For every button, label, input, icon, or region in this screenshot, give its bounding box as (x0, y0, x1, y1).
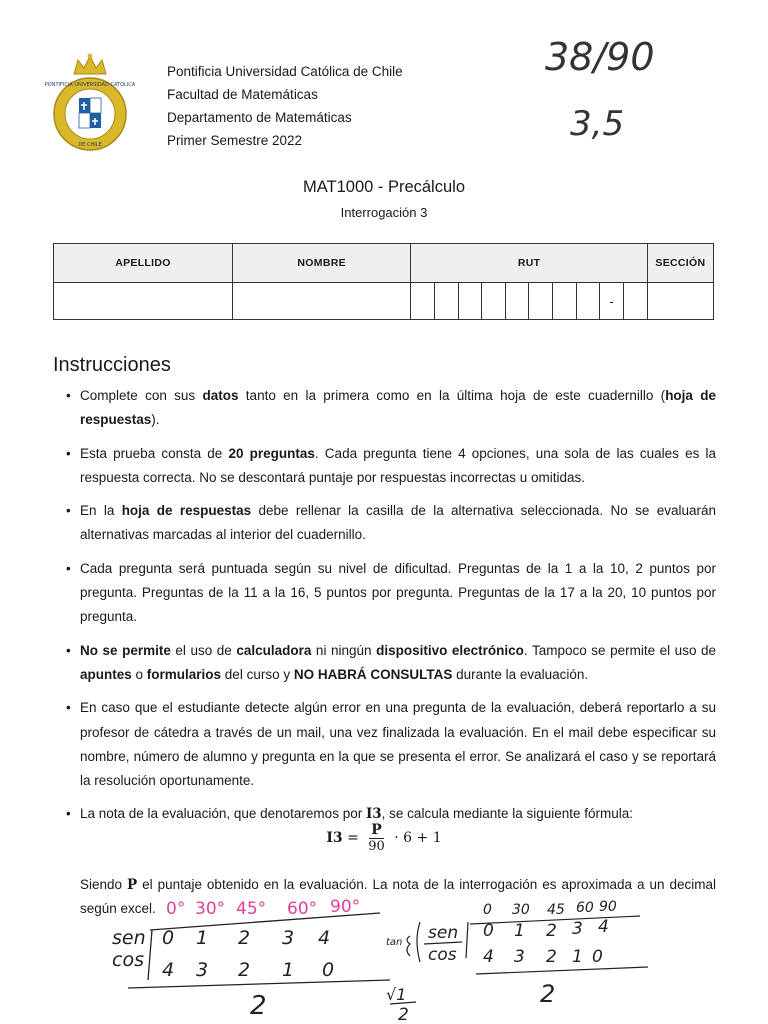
hand-cos-value-right: 3 (514, 947, 525, 967)
hand-angle-right: 60 (576, 900, 594, 916)
instruction-text: o (131, 666, 147, 682)
instruction-text: En la (80, 503, 122, 519)
header-line-university: Pontificia Universidad Católica de Chile (167, 64, 403, 79)
hand-cos-value-right: 0 (592, 947, 603, 967)
seal-text-top: PONTIFICIA UNIVERSIDAD CATOLICA (44, 82, 136, 88)
closing-post: el puntaje obtenido en la evaluación. La nota de la interrogación es aproximada a un decimal según excel. (80, 877, 716, 917)
hand-cos-label: cos (112, 949, 144, 971)
instructions-title: Instrucciones (53, 354, 171, 376)
instruction-text: durante la evaluación. (452, 666, 589, 682)
header-line-semester: Primer Semestre 2022 (167, 133, 303, 148)
hand-divisor-left: 2 (250, 991, 267, 1021)
hand-sen-value-right: 3 (572, 919, 583, 939)
instruction-text: debe rellenar la casilla de la alternativa seleccionada. No se evaluarán alternativas marcadas al interior del cuadernillo. (80, 503, 716, 543)
instruction-text: el uso de (170, 642, 237, 658)
closing-var: P (127, 877, 138, 893)
seal-text-bottom: DE CHILE (78, 142, 102, 148)
hand-sen-value: 1 (196, 927, 209, 949)
hand-sen-value-right: 4 (598, 917, 609, 937)
hand-angle-right: 0 (483, 902, 492, 918)
hand-angle-right: 90 (599, 899, 617, 915)
hand-cos-value: 0 (322, 959, 335, 981)
hand-cos-label-right: cos (428, 945, 457, 965)
pink-angle: 30° (195, 899, 226, 919)
header-apellido: APELLIDO (54, 244, 233, 283)
closing-pre: Siendo (80, 877, 128, 892)
instruction-text: , se calcula mediante la siguiente fórmula: (381, 806, 634, 822)
hand-cos-value-right: 1 (572, 947, 583, 967)
instruction-emphasis: hoja de respuestas (121, 503, 252, 519)
instruction-emphasis: datos (202, 388, 239, 403)
instruction-emphasis: formularios (146, 666, 222, 682)
hand-tan-label: tan (386, 937, 403, 948)
hand-cos-value-right: 2 (546, 947, 557, 967)
hand-sen-value: 2 (238, 927, 251, 949)
instruction-text: . Cada pregunta tiene 4 opciones, una sola de las cuales es la respuesta correcta. No se descontará puntaje por respuestas incorrectas u omitidas. (80, 445, 717, 485)
hand-sen-label: sen (112, 927, 146, 949)
hand-cos-value-right: 4 (483, 947, 494, 967)
hand-cos-value: 4 (162, 959, 175, 981)
formula-denominator: 90 (368, 839, 385, 854)
formula-rest: · 6 + 1 (394, 830, 442, 846)
rut-dash: - (600, 283, 624, 320)
hand-sen-value-right: 2 (546, 921, 557, 941)
header-line-faculty: Facultad de Matemáticas (167, 87, 318, 102)
formula-numerator: P (371, 822, 382, 838)
instruction-emphasis: dispositivo electrónico (376, 642, 524, 658)
formula-lhs: I3 (326, 830, 343, 846)
hand-cos-value: 3 (196, 959, 209, 981)
instruction-text: En caso que el estudiante detecte algún error en una pregunta de la evaluación, deberá reportarlo a su profesor de cátedra a través de un mail, una vez finalizada la evaluación. En el mail debe especificar su nombre, número de alumno y pregunta en la que se presenta el error. Se analizará el caso y se reportará la resolución oportunamente. (80, 700, 716, 789)
instruction-text: tanto en la primera como en la última hoja de este cuadernillo ( (238, 388, 666, 403)
hand-sen-value-right: 0 (483, 921, 494, 941)
instruction-emphasis: No se permite (80, 642, 171, 658)
instruction-emphasis: I3 (365, 806, 382, 823)
exam-subtitle: Interrogación 3 (340, 205, 428, 220)
header-nombre: NOMBRE (232, 244, 410, 283)
instruction-text: Esta prueba consta de (80, 445, 229, 461)
instruction-text: Complete con sus (80, 388, 203, 403)
exam-title: MAT1000 - Precálculo (302, 178, 465, 196)
pink-angle: 45° (236, 899, 267, 919)
hand-divisor-right: 2 (540, 980, 556, 1008)
hand-sen-value: 3 (282, 927, 295, 949)
header-seccion: SECCIÓN (647, 244, 713, 283)
pink-angle: 90° (330, 897, 361, 917)
hand-sen-label-right: sen (428, 923, 459, 943)
hand-sen-value-right: 1 (514, 921, 525, 941)
instruction-text: del curso y (221, 666, 294, 682)
hand-sen-value: 0 (162, 927, 175, 949)
header-rut: RUT (411, 244, 647, 283)
instruction-emphasis: calculadora (236, 642, 312, 658)
header-line-department: Departamento de Matemáticas (167, 110, 352, 125)
pink-angle: 0° (166, 899, 186, 919)
instruction-emphasis: 20 preguntas (228, 445, 315, 461)
hand-sen-value: 4 (318, 927, 331, 949)
instruction-emphasis: NO HABRÁ CONSULTAS (293, 666, 453, 682)
instruction-text: La nota de la evaluación, que denotaremos por (80, 806, 366, 822)
hand-angle-right: 30 (512, 902, 530, 918)
hand-sqrt-note: √1 (386, 985, 407, 1004)
pink-angle: 60° (287, 899, 318, 919)
instruction-text: ni ningún (311, 642, 377, 658)
instruction-text: ). (151, 412, 160, 428)
instruction-emphasis: hoja de respuestas (80, 388, 716, 428)
hand-cos-value: 2 (238, 959, 251, 981)
instruction-emphasis: apuntes (80, 666, 132, 682)
formula-eq: = (347, 830, 359, 846)
hand-sqrt-den: 2 (398, 1005, 409, 1024)
handwritten-score: 38/90 (545, 35, 655, 79)
hand-cos-value: 1 (282, 959, 295, 981)
instruction-text: Cada pregunta será puntuada según su nivel de dificultad. Preguntas de la 1 a la 10, 2 puntos por pregunta. Preguntas de la 11 a la 16, 5 puntos por pregunta. Preguntas de la 17 a la 20, 10 puntos por pregunta. (80, 560, 716, 625)
handwritten-grade: 3,5 (570, 104, 625, 144)
hand-angle-right: 45 (547, 902, 565, 918)
instruction-text: . Tampoco se permite el uso de (523, 642, 717, 658)
